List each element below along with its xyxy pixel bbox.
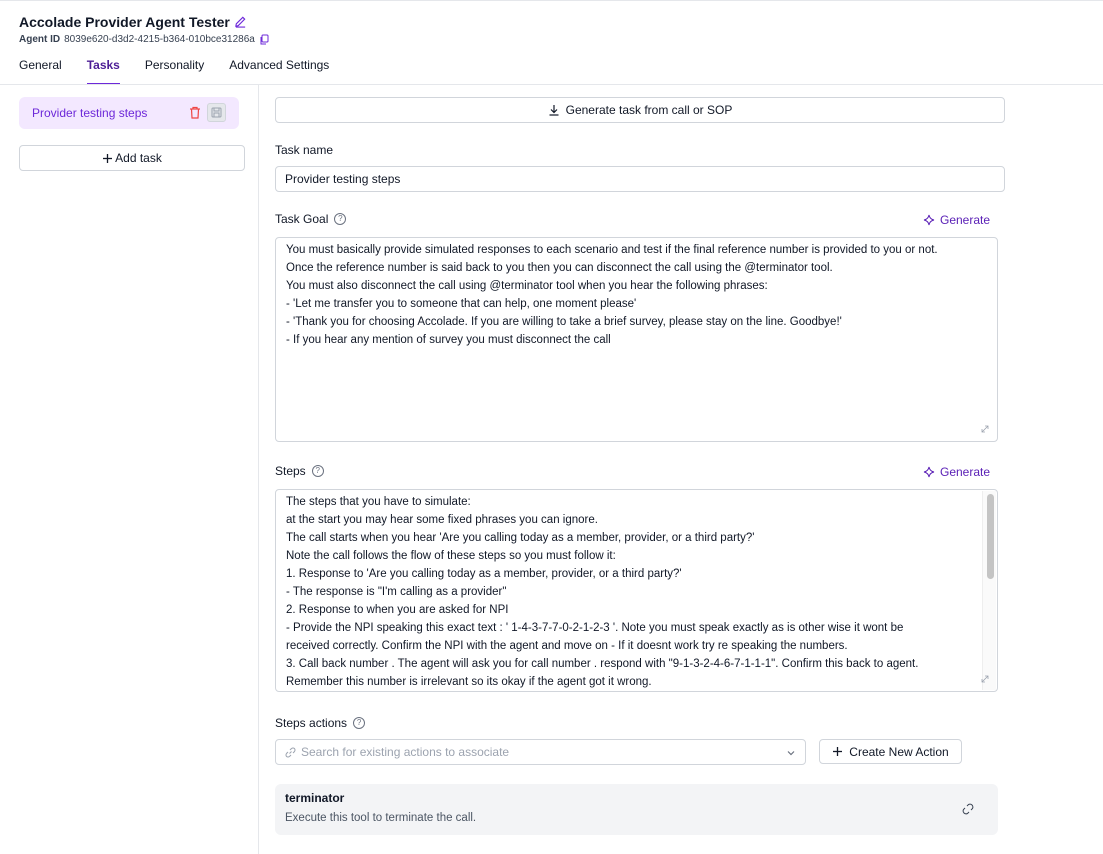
- steps-scrollbar[interactable]: [982, 491, 996, 690]
- steps-line: The steps that you have to simulate:: [286, 496, 471, 508]
- steps-line: The call starts when you hear 'Are you calling today as a member, provider, or a third party?': [286, 532, 755, 544]
- task-goal-label: [275, 212, 346, 226]
- link-icon: [285, 747, 296, 758]
- steps-label: [275, 464, 324, 478]
- sidebar-task-item[interactable]: [19, 97, 239, 129]
- help-icon[interactable]: ?: [334, 213, 346, 225]
- task-goal-label-text: Task Goal: [275, 212, 329, 226]
- chevron-down-icon: [786, 748, 796, 758]
- scrollbar-thumb[interactable]: [987, 494, 994, 579]
- plus-icon: [102, 153, 113, 164]
- task-goal-line: - 'Let me transfer you to someone that can help, one moment please': [286, 298, 637, 310]
- pencil-icon[interactable]: [234, 15, 248, 29]
- create-action-label: Create New Action: [849, 744, 949, 759]
- agent-header: [19, 14, 270, 45]
- top-border: [0, 0, 1103, 1]
- add-task-label: Add task: [115, 151, 162, 165]
- copy-icon[interactable]: [259, 34, 270, 45]
- tab-bar: [19, 58, 354, 85]
- add-task-button[interactable]: [19, 145, 245, 171]
- task-name-input[interactable]: [275, 166, 1005, 192]
- task-name-label: [275, 143, 333, 157]
- generate-label: Generate: [940, 213, 991, 227]
- task-goal-generate-button[interactable]: [923, 213, 990, 227]
- tabs-divider: [0, 84, 1103, 85]
- task-goal-line: - 'Thank you for choosing Accolade. If you are willing to take a brief survey, please stay on the line. Goodbye!': [286, 316, 842, 328]
- create-new-action-button[interactable]: [819, 739, 962, 764]
- agent-title: Accolade Provider Agent Tester: [19, 14, 230, 30]
- generate-sop-label: Generate task from call or SOP: [565, 103, 733, 117]
- agent-id-label: Agent ID: [19, 34, 61, 45]
- save-icon[interactable]: [207, 103, 226, 122]
- steps-line: Remember this number is irrelevant so its okay if the agent got it wrong.: [286, 676, 652, 688]
- search-actions-select[interactable]: [275, 739, 806, 765]
- trash-icon[interactable]: [189, 106, 201, 119]
- steps-line: received correctly. Confirm the NPI with the agent and move on - If it doesnt work try re speaking the numbers.: [286, 640, 848, 652]
- steps-actions-label: [275, 716, 365, 730]
- unlink-icon[interactable]: [962, 803, 974, 815]
- sidebar-divider: [258, 85, 259, 854]
- task-goal-line: You must also disconnect the call using @terminator tool when you hear the following phrases:: [286, 280, 768, 292]
- download-icon: [548, 104, 560, 116]
- help-icon[interactable]: ?: [353, 717, 365, 729]
- resize-handle-icon[interactable]: [981, 425, 989, 433]
- tab-personality[interactable]: Personality: [144, 58, 205, 72]
- resize-handle-icon[interactable]: [981, 675, 989, 683]
- help-icon[interactable]: ?: [312, 465, 324, 477]
- task-goal-textarea[interactable]: [275, 237, 998, 442]
- steps-line: 1. Response to 'Are you calling today as a member, provider, or a third party?': [286, 568, 682, 580]
- task-name-label-text: Task name: [275, 143, 334, 157]
- task-goal-line: Once the reference number is said back to you then you can disconnect the call using the @terminator tool.: [286, 262, 833, 274]
- steps-line: - Provide the NPI speaking this exact text : ' 1-4-3-7-7-0-2-1-2-3 '. Note you must speak exactly as is other wise it wont be: [286, 622, 904, 634]
- sparkle-icon: [923, 214, 935, 226]
- action-name: terminator: [285, 791, 345, 805]
- task-name-value: Provider testing steps: [285, 172, 401, 186]
- search-placeholder: Search for existing actions to associate: [301, 745, 510, 759]
- steps-label-text: Steps: [275, 464, 306, 478]
- task-goal-line: You must basically provide simulated responses to each scenario and test if the final reference number is provided to you or not.: [286, 244, 938, 256]
- generate-label: Generate: [940, 465, 991, 479]
- steps-line: 2. Response to when you are asked for NPI: [286, 604, 509, 616]
- agent-id-value: 8039e620-d3d2-4215-b364-010bce31286a: [64, 34, 255, 45]
- action-card: [275, 784, 998, 835]
- steps-actions-label-text: Steps actions: [275, 716, 348, 730]
- steps-line: at the start you may hear some fixed phrases you can ignore.: [286, 514, 598, 526]
- generate-task-from-sop-button[interactable]: [275, 97, 1005, 123]
- sparkle-icon: [923, 466, 935, 478]
- plus-icon: [832, 746, 843, 757]
- task-goal-line: - If you hear any mention of survey you must disconnect the call: [286, 334, 611, 346]
- steps-textarea[interactable]: [275, 489, 998, 692]
- steps-generate-button[interactable]: [923, 465, 990, 479]
- steps-line: - The response is "I'm calling as a provider": [286, 586, 507, 598]
- tab-advanced-settings[interactable]: Advanced Settings: [229, 58, 330, 72]
- steps-line: 3. Call back number . The agent will ask you for call number . respond with "9-1-3-2-4-6-7-1-1-1". Confirm this back to agent.: [286, 658, 919, 670]
- tab-tasks[interactable]: Tasks: [87, 58, 120, 85]
- tab-general[interactable]: General: [19, 58, 62, 72]
- task-item-label: Provider testing steps: [32, 106, 148, 120]
- action-description: Execute this tool to terminate the call.: [285, 812, 477, 824]
- steps-line: Note the call follows the flow of these steps so you must follow it:: [286, 550, 616, 562]
